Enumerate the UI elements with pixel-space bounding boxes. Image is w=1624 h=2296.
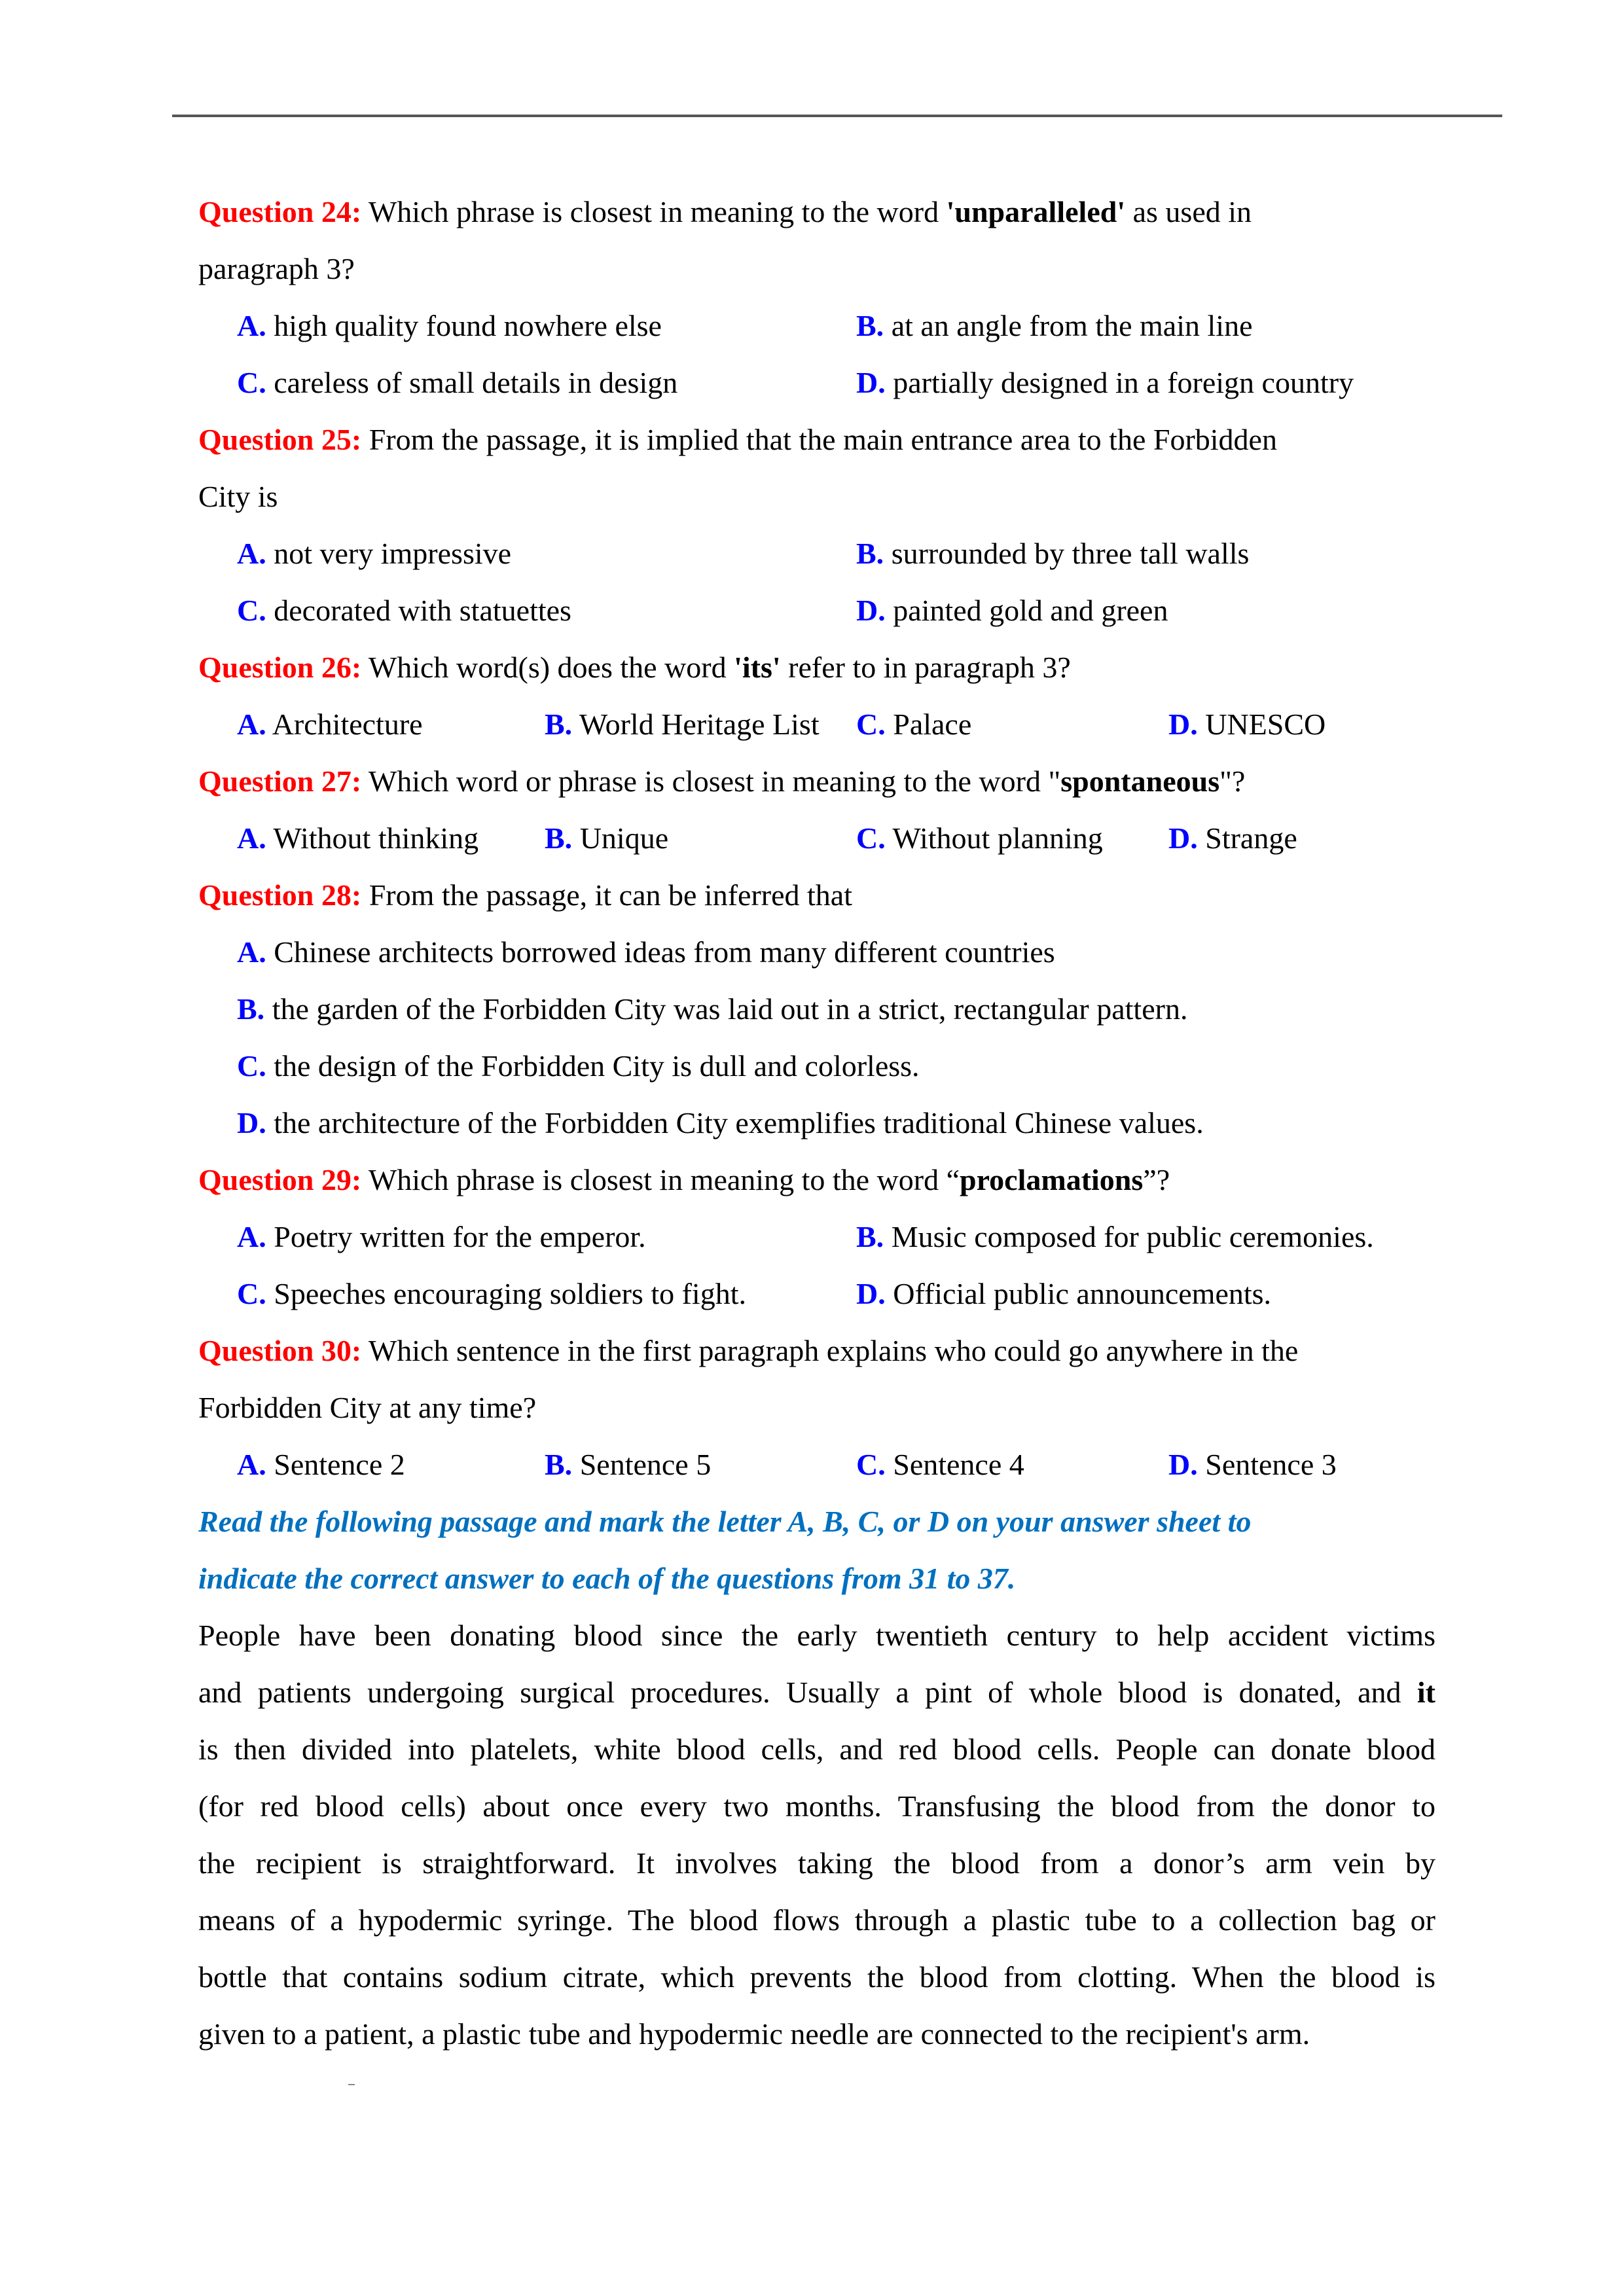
passage-text: means of a hypodermic syringe. The blood flows through a plastic tube to a collection bag or <box>198 1903 1435 1937</box>
options-row <box>198 810 1435 867</box>
option-d[interactable] <box>856 354 1354 411</box>
option-c[interactable] <box>237 1037 920 1094</box>
question-stem-line <box>198 867 1435 924</box>
question-29 <box>198 1151 1435 1322</box>
question-stem-line <box>198 639 1435 696</box>
referent-keyword: it <box>1416 1676 1435 1709</box>
question-label: Question 30: <box>198 1334 362 1367</box>
option-a[interactable] <box>237 297 662 354</box>
question-stem-line <box>198 468 1435 525</box>
question-26 <box>198 639 1435 753</box>
option-text: Music composed for public ceremonies. <box>891 1220 1374 1253</box>
option-letter: C. <box>856 708 886 741</box>
option-d[interactable] <box>237 1094 1204 1151</box>
option-letter: B. <box>545 1448 573 1481</box>
option-text: Sentence 2 <box>274 1448 405 1481</box>
option-text: the garden of the Forbidden City was laid out in a strict, rectangular pattern. <box>272 992 1188 1026</box>
option-letter: B. <box>856 309 884 342</box>
stem-text: City is <box>198 480 278 513</box>
option-letter: D. <box>856 594 886 627</box>
option-letter: B. <box>237 992 265 1026</box>
option-letter: A. <box>237 935 266 969</box>
question-stem-line <box>198 753 1435 810</box>
option-d[interactable] <box>1168 1436 1337 1493</box>
passage-line <box>198 1835 1435 1892</box>
passage-line <box>198 1948 1435 2005</box>
option-a[interactable] <box>237 1436 405 1493</box>
options-row <box>198 924 1435 980</box>
keyword: 'its' <box>734 651 781 684</box>
option-letter: C. <box>856 821 886 855</box>
keyword: 'unparalleled' <box>946 195 1126 228</box>
option-letter: A. <box>237 821 266 855</box>
option-letter: D. <box>856 1277 886 1310</box>
option-text: at an angle from the main line <box>891 309 1253 342</box>
page-content <box>198 183 1435 2062</box>
option-b[interactable] <box>545 1436 711 1493</box>
option-text: high quality found nowhere else <box>274 309 662 342</box>
option-text: World Heritage List <box>579 708 820 741</box>
stem-text: "? <box>1219 764 1246 798</box>
option-letter: C. <box>237 594 266 627</box>
option-letter: A. <box>237 708 266 741</box>
stem-text: Which word(s) does the word <box>368 651 734 684</box>
option-a[interactable] <box>237 810 478 867</box>
option-a[interactable] <box>237 525 511 582</box>
question-stem-line <box>198 411 1435 468</box>
question-24 <box>198 183 1435 411</box>
option-letter: D. <box>1168 708 1198 741</box>
option-text: Official public announcements. <box>893 1277 1272 1310</box>
stem-text: From the passage, it can be inferred that <box>369 878 852 912</box>
option-a[interactable] <box>237 696 423 753</box>
question-label: Question 25: <box>198 423 362 456</box>
reading-passage <box>198 1607 1435 2062</box>
option-c[interactable] <box>856 696 971 753</box>
passage-text: (for red blood cells) about once every two months. Transfusing the blood from the donor to <box>198 1789 1435 1823</box>
option-letter: B. <box>856 1220 884 1253</box>
question-stem-line <box>198 1322 1435 1379</box>
option-letter: C. <box>237 1277 266 1310</box>
keyword: proclamations <box>960 1163 1144 1196</box>
option-text: Sentence 5 <box>579 1448 712 1481</box>
option-text: decorated with statuettes <box>274 594 571 627</box>
passage-text: given to a patient, a plastic tube and hypodermic needle are connected to the recipient's arm. <box>198 2017 1310 2051</box>
stem-text: paragraph 3? <box>198 252 355 285</box>
option-b[interactable] <box>545 810 668 867</box>
option-d[interactable] <box>1168 810 1297 867</box>
option-d[interactable] <box>856 1265 1271 1322</box>
question-label: Question 26: <box>198 651 362 684</box>
option-text: Sentence 4 <box>893 1448 1024 1481</box>
options-row <box>198 582 1435 639</box>
option-letter: D. <box>1168 821 1198 855</box>
option-letter: A. <box>237 309 266 342</box>
options-row <box>198 297 1435 354</box>
option-text: surrounded by three tall walls <box>891 537 1250 570</box>
passage-line <box>198 1607 1435 1664</box>
options-row <box>198 1265 1435 1322</box>
stem-text: as used in <box>1125 195 1252 228</box>
option-text: careless of small details in design <box>274 366 678 399</box>
option-a[interactable] <box>237 924 1055 980</box>
option-letter: C. <box>856 1448 886 1481</box>
option-text: the design of the Forbidden City is dull and colorless. <box>274 1049 920 1083</box>
option-letter: A. <box>237 537 266 570</box>
section-instruction <box>198 1493 1435 1607</box>
option-text: Without thinking <box>273 821 479 855</box>
passage-text: and patients undergoing surgical procedures. Usually a pint of whole blood is donated, and <box>198 1676 1417 1709</box>
option-c[interactable] <box>237 354 677 411</box>
option-letter: D. <box>1168 1448 1198 1481</box>
header-rule <box>172 115 1502 117</box>
option-letter: A. <box>237 1448 266 1481</box>
stem-text: Forbidden City at any time? <box>198 1391 537 1424</box>
question-stem-line <box>198 1379 1435 1436</box>
keyword: spontaneous <box>1060 764 1220 798</box>
options-row <box>198 1208 1435 1265</box>
passage-line <box>198 1664 1435 1721</box>
option-letter: D. <box>856 366 886 399</box>
options-row <box>198 980 1435 1037</box>
options-row <box>198 696 1435 753</box>
option-letter: D. <box>237 1106 266 1139</box>
passage-text: People have been donating blood since the early twentieth century to help accident victims <box>198 1619 1435 1652</box>
instruction-line: indicate the correct answer to each of the questions from 31 to 37. <box>198 1562 1016 1595</box>
question-label: Question 28: <box>198 878 362 912</box>
option-text: Poetry written for the emperor. <box>274 1220 646 1253</box>
stem-text: ”? <box>1143 1163 1170 1196</box>
option-text: partially designed in a foreign country <box>893 366 1354 399</box>
option-d[interactable] <box>1168 696 1326 753</box>
option-text: painted gold and green <box>893 594 1168 627</box>
options-row <box>198 525 1435 582</box>
stray-mark <box>348 2084 355 2085</box>
option-b[interactable] <box>545 696 820 753</box>
passage-text: the recipient is straightforward. It involves taking the blood from a donor’s arm vein by <box>198 1846 1435 1880</box>
question-label: Question 24: <box>198 195 362 228</box>
options-row <box>198 354 1435 411</box>
option-text: Unique <box>579 821 669 855</box>
option-text: Palace <box>893 708 972 741</box>
options-row <box>198 1094 1435 1151</box>
option-b[interactable] <box>237 980 1187 1037</box>
option-text: not very impressive <box>274 537 512 570</box>
option-letter: B. <box>545 708 573 741</box>
question-stem-line <box>198 183 1435 240</box>
option-letter: B. <box>545 821 573 855</box>
option-text: UNESCO <box>1205 708 1326 741</box>
option-text: Architecture <box>272 708 423 741</box>
option-text: the architecture of the Forbidden City exemplifies traditional Chinese values. <box>274 1106 1204 1139</box>
option-b[interactable] <box>856 297 1253 354</box>
option-b[interactable] <box>856 525 1249 582</box>
question-label: Question 27: <box>198 764 362 798</box>
passage-line <box>198 1721 1435 1778</box>
question-label: Question 29: <box>198 1163 362 1196</box>
option-d[interactable] <box>856 582 1168 639</box>
option-text: Sentence 3 <box>1205 1448 1337 1481</box>
question-30 <box>198 1322 1435 1493</box>
option-c[interactable] <box>237 1265 746 1322</box>
option-letter: A. <box>237 1220 266 1253</box>
option-text: Chinese architects borrowed ideas from many different countries <box>274 935 1055 969</box>
option-letter: C. <box>237 1049 266 1083</box>
option-text: Speeches encouraging soldiers to fight. <box>274 1277 746 1310</box>
option-c[interactable] <box>237 582 571 639</box>
instruction-line: Read the following passage and mark the letter A, B, C, or D on your answer sheet to <box>198 1505 1252 1538</box>
stem-text: refer to in paragraph 3? <box>780 651 1071 684</box>
option-b[interactable] <box>856 1208 1374 1265</box>
passage-line <box>198 1778 1435 1835</box>
passage-line <box>198 2005 1435 2062</box>
option-text: Without planning <box>892 821 1103 855</box>
option-c[interactable] <box>856 810 1103 867</box>
question-28 <box>198 867 1435 1151</box>
passage-line <box>198 1892 1435 1948</box>
stem-text: Which word or phrase is closest in meaning to the word " <box>368 764 1061 798</box>
option-c[interactable] <box>856 1436 1024 1493</box>
question-25 <box>198 411 1435 639</box>
options-row <box>198 1037 1435 1094</box>
option-letter: B. <box>856 537 884 570</box>
stem-text: From the passage, it is implied that the main entrance area to the Forbidden <box>369 423 1277 456</box>
option-a[interactable] <box>237 1208 646 1265</box>
passage-text: is then divided into platelets, white blood cells, and red blood cells. People can donate blood <box>198 1732 1435 1766</box>
option-letter: C. <box>237 366 266 399</box>
options-row <box>198 1436 1435 1493</box>
stem-text: Which phrase is closest in meaning to the word “ <box>368 1163 960 1196</box>
stem-text: Which sentence in the first paragraph explains who could go anywhere in the <box>368 1334 1299 1367</box>
question-27 <box>198 753 1435 867</box>
stem-text: Which phrase is closest in meaning to the word <box>368 195 947 228</box>
passage-text: bottle that contains sodium citrate, which prevents the blood from clotting. When the blood is <box>198 1960 1435 1994</box>
question-stem-line <box>198 1151 1435 1208</box>
option-text: Strange <box>1205 821 1297 855</box>
question-stem-line <box>198 240 1435 297</box>
